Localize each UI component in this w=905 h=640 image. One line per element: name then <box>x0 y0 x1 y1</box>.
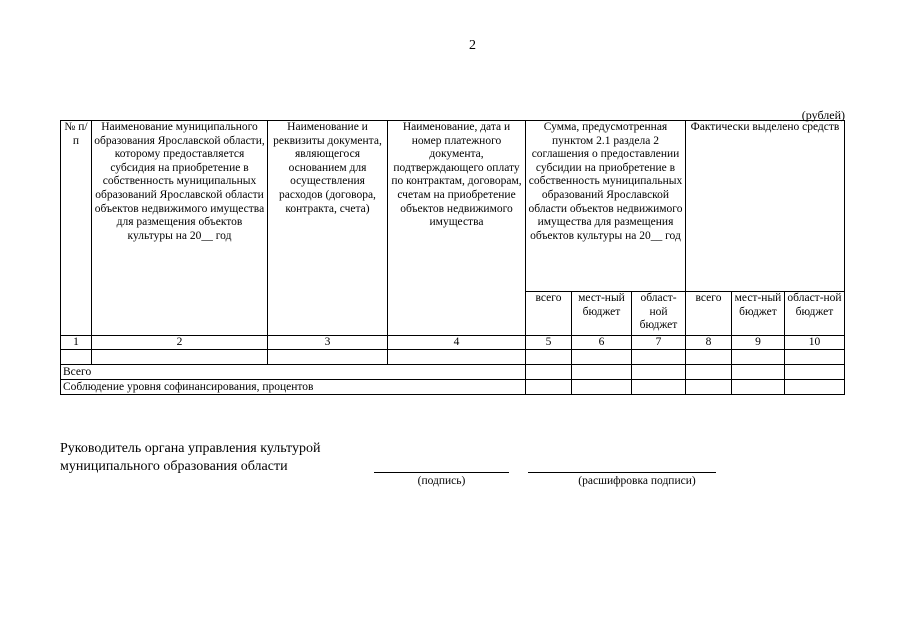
column-number: 7 <box>632 336 686 350</box>
subheader-total: всего <box>526 292 572 336</box>
table-cell <box>785 380 845 395</box>
header-payment-document: Наименование, дата и номер платежного документа, подтверждающего оплату по контрактам, договорам, счетам на приобретение объектов недвижимого имущества <box>388 121 526 336</box>
header-municipality: Наименование муниципального образования Ярославской области, которому предоставляется субсидия на приобретение в собственность муниципальных образований Ярославской области объектов недвижимого имущества для размещения объектов культуры на 20__ год <box>92 121 268 336</box>
column-number: 4 <box>388 336 526 350</box>
table-cell <box>732 380 785 395</box>
signature-decode-line <box>528 472 716 473</box>
cofinancing-label: Соблюдение уровня софинансирования, процентов <box>61 380 526 395</box>
table-cell <box>632 380 686 395</box>
table-cell <box>92 350 268 365</box>
table-cell <box>686 350 732 365</box>
subheader-local: мест-ный бюджет <box>572 292 632 336</box>
total-row <box>61 365 845 380</box>
table-cell <box>526 380 572 395</box>
column-number: 8 <box>686 336 732 350</box>
table-cell <box>632 350 686 365</box>
subheader-local: мест-ный бюджет <box>732 292 785 336</box>
column-number: 10 <box>785 336 845 350</box>
table-cell <box>732 350 785 365</box>
table-cell <box>388 350 526 365</box>
subheader-total: всего <box>686 292 732 336</box>
header-agreement-sum: Сумма, предусмотренная пунктом 2.1 раздела 2 соглашения о предоставлении субсидии на приобретение в собственность муниципальных образований Ярославской области объектов недвижимого имущества для размещения объектов культуры на 20__ год <box>526 121 686 292</box>
header-actual-funds: Фактически выделено средств <box>686 121 845 292</box>
table-cell <box>572 350 632 365</box>
signature-caption: (подпись) <box>417 475 466 487</box>
table-cell <box>61 350 92 365</box>
table-cell <box>526 350 572 365</box>
table-cell <box>732 365 785 380</box>
column-number: 1 <box>61 336 92 350</box>
column-number: 2 <box>92 336 268 350</box>
table-cell <box>572 365 632 380</box>
table-cell <box>785 365 845 380</box>
header-document: Наименование и реквизиты документа, являющегося основанием для осуществления расходов (договора, контракта, счета) <box>268 121 388 336</box>
column-number: 3 <box>268 336 388 350</box>
table-cell <box>632 365 686 380</box>
table-cell <box>572 380 632 395</box>
report-table <box>60 120 845 395</box>
total-label: Всего <box>61 365 526 380</box>
signatory-title-line1: Руководитель органа управления культурой <box>60 441 321 456</box>
unit-label: (рублей) <box>801 108 845 122</box>
header-row <box>61 121 845 292</box>
table-cell <box>686 365 732 380</box>
data-row <box>61 350 845 365</box>
table-cell <box>268 350 388 365</box>
column-numbers-row <box>61 336 845 350</box>
column-number: 9 <box>732 336 785 350</box>
table-cell <box>526 365 572 380</box>
subheader-regional: област-ной бюджет <box>785 292 845 336</box>
column-number: 6 <box>572 336 632 350</box>
cofinancing-row <box>61 380 845 395</box>
header-number: № п/п <box>61 121 92 336</box>
table-cell <box>686 380 732 395</box>
page-number: 2 <box>469 38 476 53</box>
signature-line <box>374 472 509 473</box>
column-number: 5 <box>526 336 572 350</box>
subheader-regional: област-ной бюджет <box>632 292 686 336</box>
table-cell <box>785 350 845 365</box>
signature-decode-caption: (расшифровка подписи) <box>578 475 696 487</box>
signatory-title-line2: муниципального образования области <box>60 459 288 474</box>
